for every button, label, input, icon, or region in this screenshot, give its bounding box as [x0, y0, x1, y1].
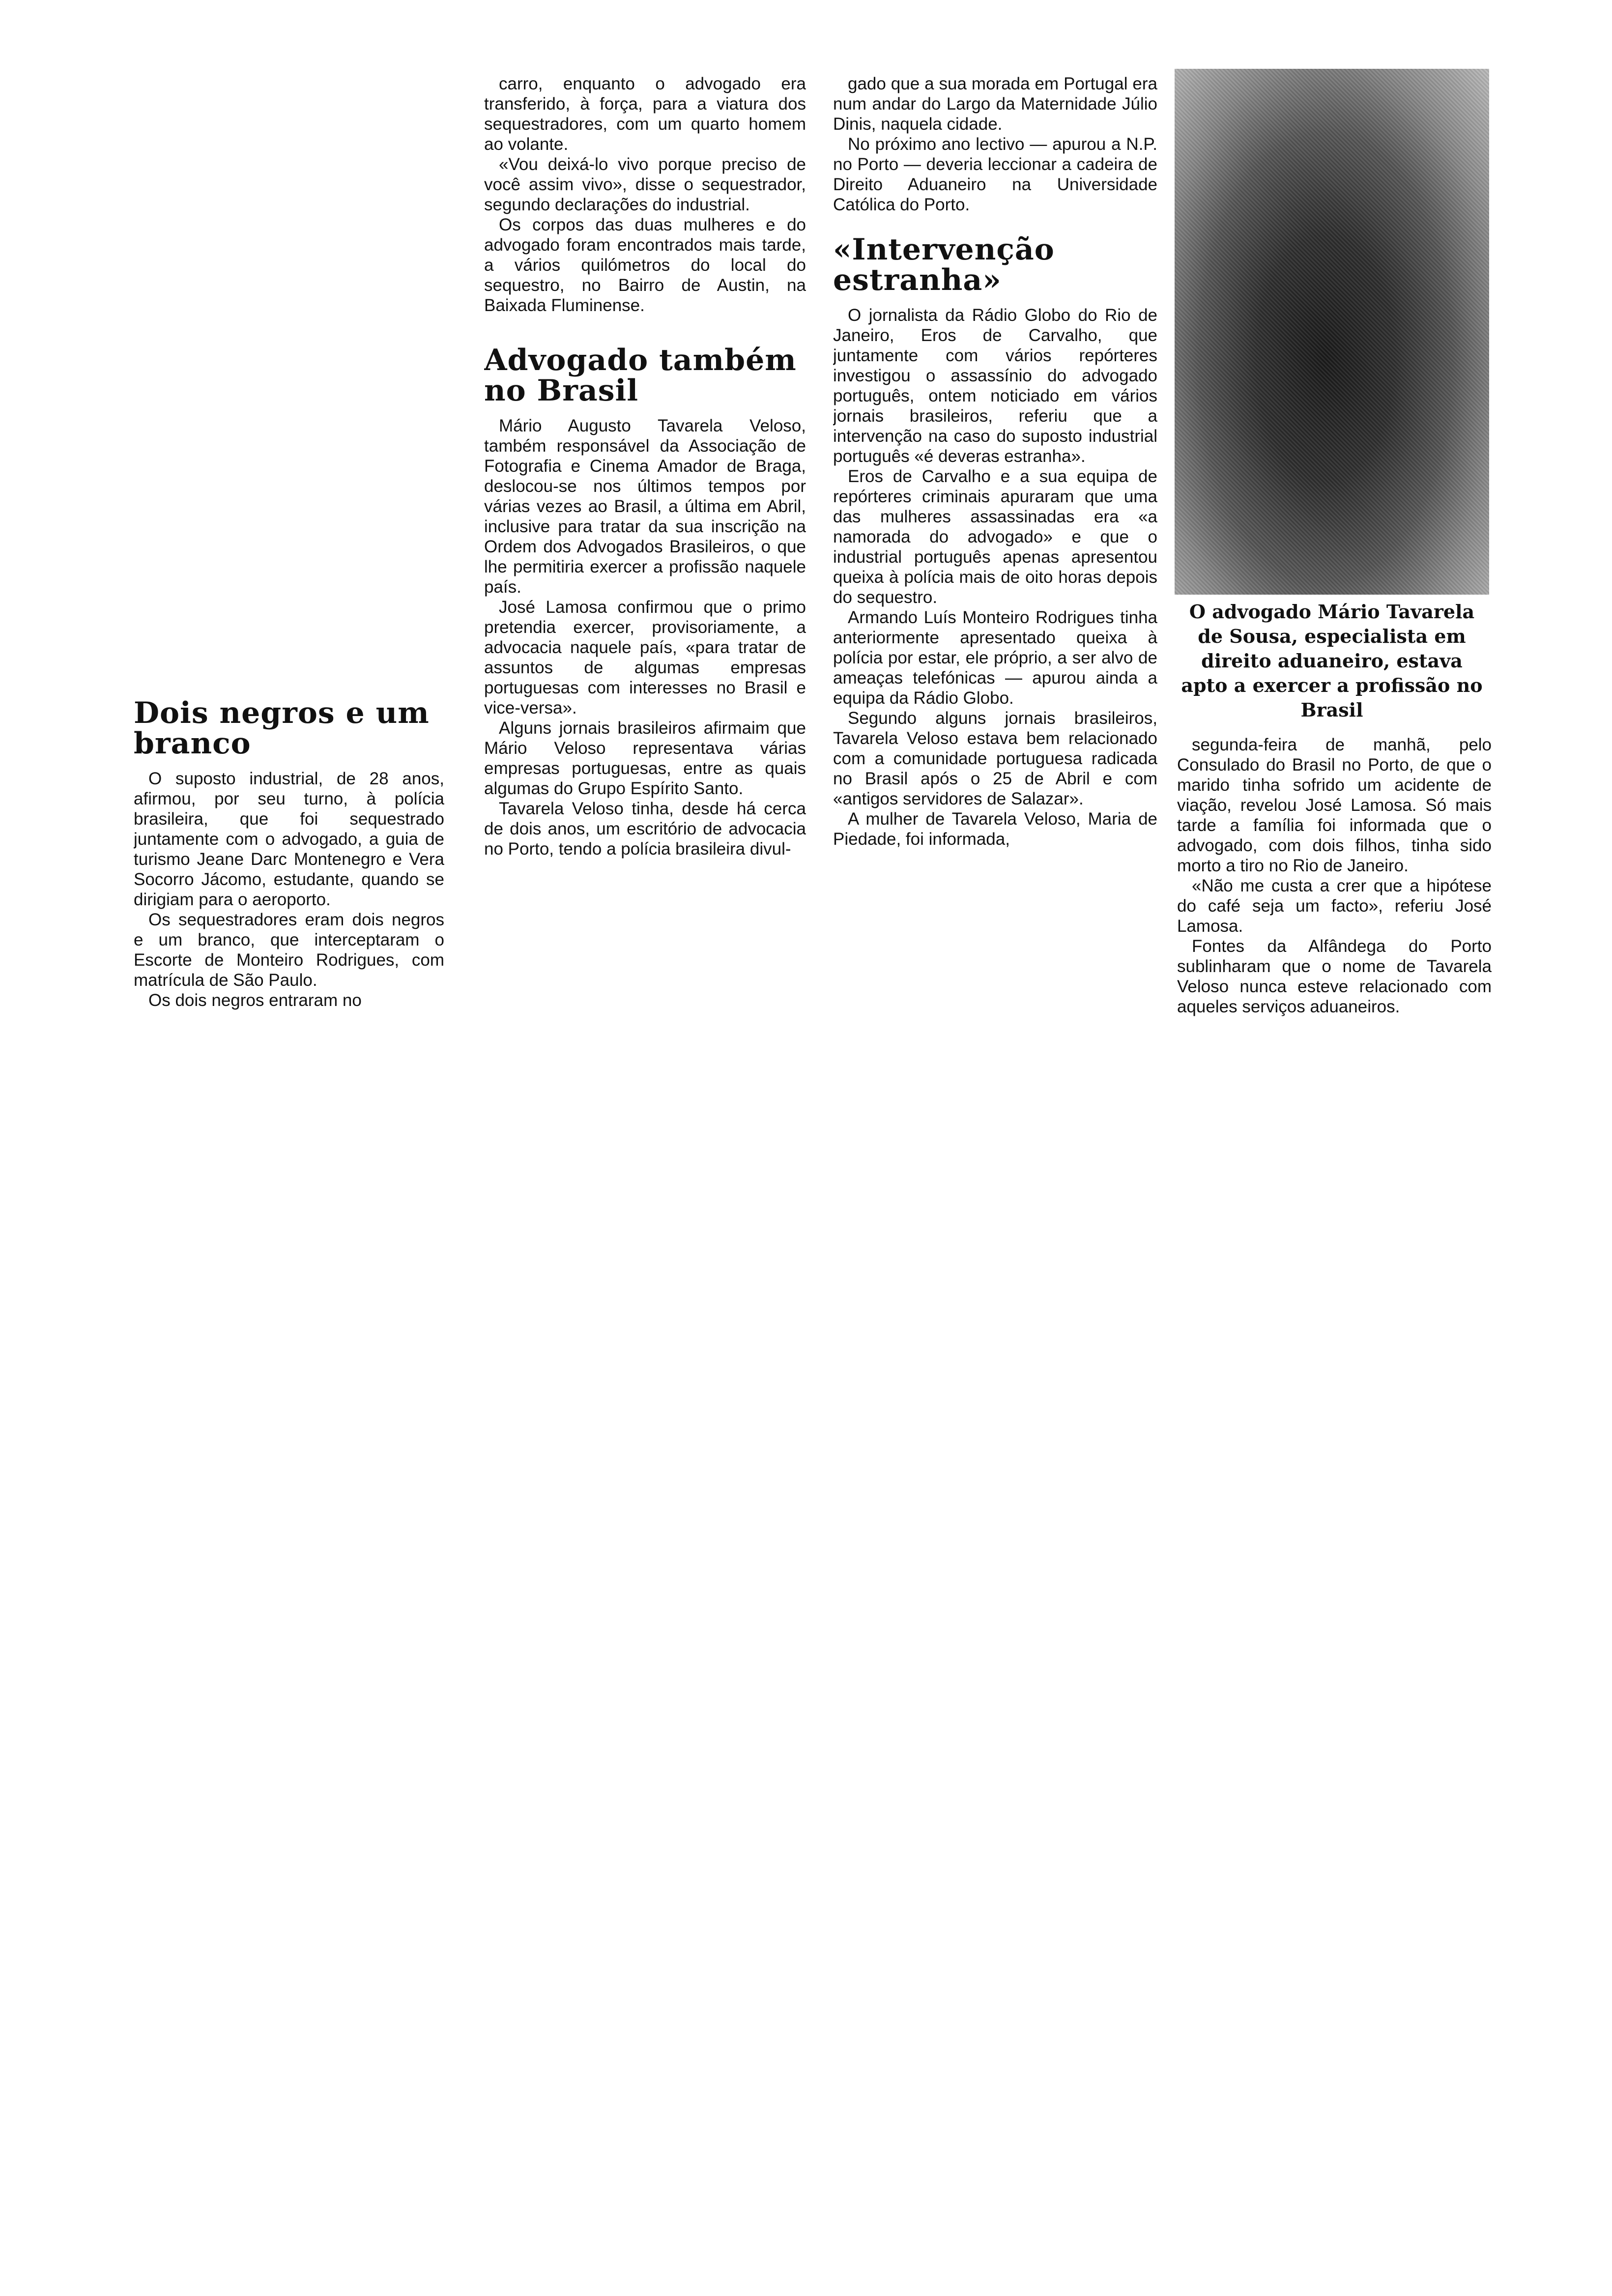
paragraph: Fontes da Alfândega do Porto sublinharam que o nome de Tavarela Veloso nunca esteve relacionado com aqueles serviços aduaneiros.	[1177, 937, 1492, 1016]
paragraph: O suposto industrial, de 28 anos, afirmou, por seu turno, à polícia brasileira, que foi sequestrado juntamente com o advogado, a guia de turismo Jeane Darc Montenegro e Vera Socorro Jácomo, estudante, quando se dirigiam para o aeroporto.	[134, 769, 444, 909]
headline-left: Dois negros e um branco	[134, 698, 430, 761]
paragraph: A mulher de Tavarela Veloso, Maria de Piedade, foi informada,	[833, 809, 1157, 849]
photo-caption: O advogado Mário Tavarela de Sousa, especialista em direito aduaneiro, estava apto a exercer a profissão no Brasil	[1181, 601, 1483, 721]
headline-col2: Advogado também no Brasil	[484, 343, 797, 408]
column-4	[1177, 735, 1492, 1143]
paragraph: Mário Augusto Tavarela Veloso, também responsável da Associação de Fotografia e Cinema Amador de Braga, deslocou-se nos últimos tempos por várias vezes ao Brasil, a última em Abril, inclusive para tratar da sua inscrição na Ordem dos Advogados Brasileiros, o que lhe permitiria exercer a profissão naquele país.	[484, 416, 806, 597]
paragraph: segunda-feira de manhã, pelo Consulado do Brasil no Porto, de que o marido tinha sofrido um acidente de viação, revelou José Lamosa. Só mais tarde a família foi informada que o advogado, com dois filhos, tinha sido morto a tiro no Rio de Janeiro.	[1177, 735, 1492, 875]
paragraph: O jornalista da Rádio Globo do Rio de Janeiro, Eros de Carvalho, que juntamente com vários repórteres investigou o assassínio do advogado português, ontem noticiado em vários jornais brasileiros, referiu que a intervenção na caso do suposto industrial português «é deveras estranha».	[833, 306, 1157, 466]
paragraph: Tavarela Veloso tinha, desde há cerca de dois anos, um escritório de advocacia no Porto, tendo a polícia brasileira divul-	[484, 799, 806, 859]
paragraph: No próximo ano lectivo — apurou a N.P. no Porto — deveria leccionar a cadeira de Direito Aduaneiro na Universidade Católica do Porto.	[833, 135, 1157, 214]
paragraph: «Não me custa a crer que a hipótese do café seja um facto», referiu José Lamosa.	[1177, 876, 1492, 936]
paragraph: carro, enquanto o advogado era transferido, à força, para a viatura dos sequestradores, com um quarto homem ao volante.	[484, 74, 806, 154]
paragraph: Armando Luís Monteiro Rodrigues tinha anteriormente apresentado queixa à polícia por estar, ele próprio, a ser alvo de ameaças telefónicas — apurou ainda a equipa da Rádio Globo.	[833, 608, 1157, 708]
photo-halftone	[1175, 69, 1489, 595]
portrait-photo	[1175, 69, 1489, 595]
column-3	[833, 74, 1157, 1145]
paragraph: gado que a sua morada em Portugal era num andar do Largo da Maternidade Júlio Dinis, naquela cidade.	[833, 74, 1157, 134]
paragraph: Alguns jornais brasileiros afirmaim que Mário Veloso representava várias empresas portuguesas, entre as quais algumas do Grupo Espírito Santo.	[484, 718, 806, 798]
paragraph: Os corpos das duas mulheres e do advogado foram encontrados mais tarde, a vários quilómetros do local do sequestro, no Bairro de Austin, na Baixada Fluminense.	[484, 215, 806, 315]
paragraph: Os sequestradores eram dois negros e um branco, que interceptaram o Escorte de Monteiro Rodrigues, com matrícula de São Paulo.	[134, 910, 444, 990]
headline-col3: «Intervenção estranha»	[833, 232, 1055, 297]
paragraph: Os dois negros entraram no	[148, 991, 362, 1010]
column-2	[484, 74, 806, 1145]
paragraph: «Vou deixá-lo vivo porque preciso de você assim vivo», disse o sequestrador, segundo declarações do industrial.	[484, 155, 806, 214]
column-left	[134, 698, 444, 1116]
paragraph: José Lamosa confirmou que o primo pretendia exercer, provisoriamente, a advocacia naquele país, «para tratar de assuntos de algumas empresas portuguesas com interesses no Brasil e vice-versa».	[484, 598, 806, 718]
paragraph: Eros de Carvalho e a sua equipa de repórteres criminais apuraram que uma das mulheres assassinadas era «a namorada do advogado» e que o industrial português apenas apresentou queixa à polícia mais de oito horas depois do sequestro.	[833, 467, 1157, 607]
paragraph: Segundo alguns jornais brasileiros, Tavarela Veloso estava bem relacionado com a comunidade portuguesa radicada no Brasil após o 25 de Abril e com «antigos servidores de Salazar».	[833, 709, 1157, 808]
